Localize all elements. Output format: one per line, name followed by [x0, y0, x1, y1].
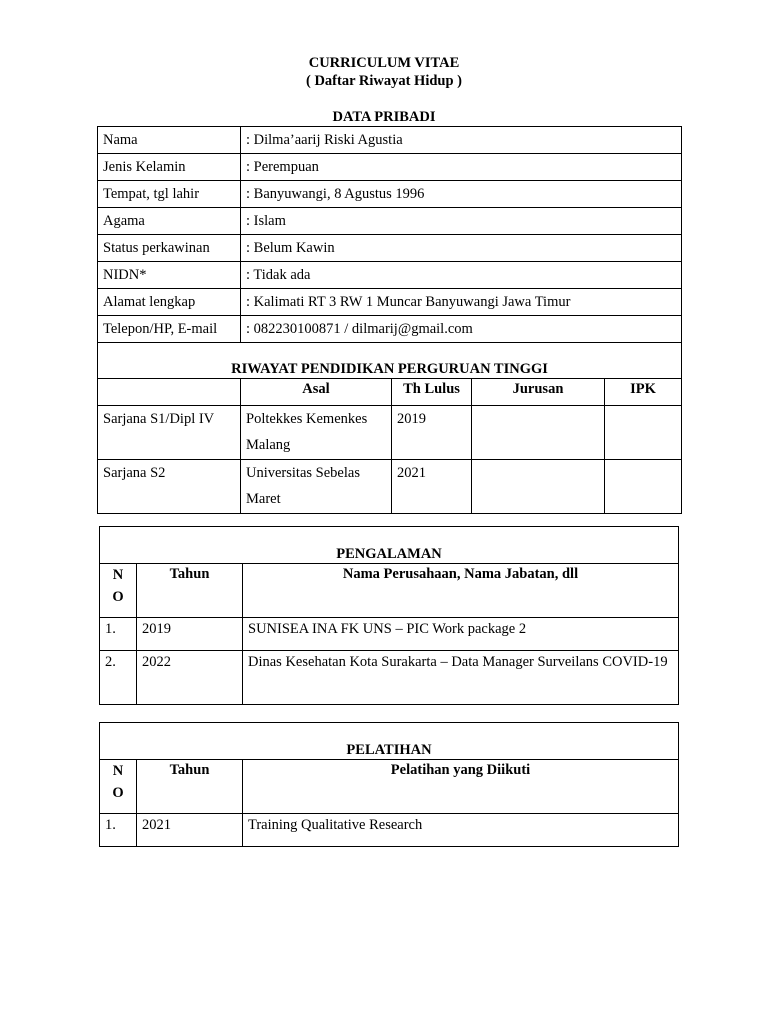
value-status-perkawinan: : Belum Kawin — [241, 235, 682, 262]
pelatihan-col-tahun: Tahun — [137, 760, 243, 814]
pendidikan-level: Sarjana S1/Dipl IV — [98, 406, 241, 460]
table-row — [98, 406, 682, 460]
table-row — [100, 564, 679, 618]
value-telepon-email: : 082230100871 / dilmarij@gmail.com — [241, 316, 682, 343]
label-nidn: NIDN* — [98, 262, 241, 289]
label-jenis-kelamin: Jenis Kelamin — [98, 154, 241, 181]
label-telepon-email: Telepon/HP, E-mail — [98, 316, 241, 343]
table-row — [98, 235, 682, 262]
pendidikan-col-level — [98, 379, 241, 406]
pendidikan-col-jurusan: Jurusan — [472, 379, 605, 406]
cv-subtitle: ( Daftar Riwayat Hidup ) — [305, 73, 462, 89]
value-nama: : Dilma’aarij Riski Agustia — [241, 127, 682, 154]
label-tempat-tgl-lahir: Tempat, tgl lahir — [98, 181, 241, 208]
pengalaman-heading: PENGALAMAN — [100, 527, 679, 564]
pelatihan-tahun: 2021 — [137, 814, 243, 847]
value-alamat: : Kalimati RT 3 RW 1 Muncar Banyuwangi Jawa Timur — [241, 289, 682, 316]
table-row — [98, 343, 682, 379]
table-row — [98, 460, 682, 514]
table-row — [100, 814, 679, 847]
pendidikan-asal: Poltekkes Kemenkes Malang — [241, 406, 392, 460]
pelatihan-no: 1. — [100, 814, 137, 847]
label-nama: Nama — [98, 127, 241, 154]
pendidikan-col-asal: Asal — [241, 379, 392, 406]
table-row — [100, 651, 679, 705]
pengalaman-desc: Dinas Kesehatan Kota Surakarta – Data Manager Surveilans COVID-19 — [243, 651, 679, 705]
pelatihan-desc: Training Qualitative Research — [243, 814, 679, 847]
table-row — [98, 181, 682, 208]
value-agama: : Islam — [241, 208, 682, 235]
pengalaman-no: 2. — [100, 651, 137, 705]
pendidikan-lulus: 2021 — [392, 460, 472, 514]
table-row — [98, 379, 682, 406]
value-jenis-kelamin: : Perempuan — [241, 154, 682, 181]
table-row — [98, 208, 682, 235]
pengalaman-col-no: N O — [100, 564, 137, 618]
label-status-perkawinan: Status perkawinan — [98, 235, 241, 262]
label-agama: Agama — [98, 208, 241, 235]
pengalaman-tahun: 2022 — [137, 651, 243, 705]
pendidikan-level: Sarjana S2 — [98, 460, 241, 514]
pelatihan-heading: PELATIHAN — [100, 723, 679, 760]
table-row — [98, 154, 682, 181]
cv-title: CURRICULUM VITAE — [308, 55, 460, 71]
pengalaman-table — [99, 526, 679, 705]
pendidikan-lulus: 2019 — [392, 406, 472, 460]
pendidikan-asal: Universitas Sebelas Maret — [241, 460, 392, 514]
pengalaman-no: 1. — [100, 618, 137, 651]
table-row — [98, 289, 682, 316]
value-nidn: : Tidak ada — [241, 262, 682, 289]
table-row — [100, 618, 679, 651]
table-row — [98, 127, 682, 154]
pelatihan-table — [99, 722, 679, 847]
label-alamat: Alamat lengkap — [98, 289, 241, 316]
pendidikan-col-lulus: Th Lulus — [392, 379, 472, 406]
data-pribadi-heading: DATA PRIBADI — [332, 109, 436, 125]
pengalaman-col-nama: Nama Perusahaan, Nama Jabatan, dll — [243, 564, 679, 618]
value-tempat-tgl-lahir: : Banyuwangi, 8 Agustus 1996 — [241, 181, 682, 208]
table-row — [98, 316, 682, 343]
pendidikan-heading: RIWAYAT PENDIDIKAN PERGURUAN TINGGI — [98, 343, 682, 379]
pelatihan-col-nama: Pelatihan yang Diikuti — [243, 760, 679, 814]
pendidikan-jurusan — [472, 406, 605, 460]
data-pribadi-table — [97, 126, 682, 514]
table-row — [98, 262, 682, 289]
pengalaman-tahun: 2019 — [137, 618, 243, 651]
pelatihan-col-no: N O — [100, 760, 137, 814]
pengalaman-col-tahun: Tahun — [137, 564, 243, 618]
pendidikan-ipk — [605, 406, 682, 460]
table-row — [100, 723, 679, 760]
table-row — [100, 760, 679, 814]
pengalaman-desc: SUNISEA INA FK UNS – PIC Work package 2 — [243, 618, 679, 651]
table-row — [100, 527, 679, 564]
pendidikan-jurusan — [472, 460, 605, 514]
pendidikan-col-ipk: IPK — [605, 379, 682, 406]
pendidikan-ipk — [605, 460, 682, 514]
